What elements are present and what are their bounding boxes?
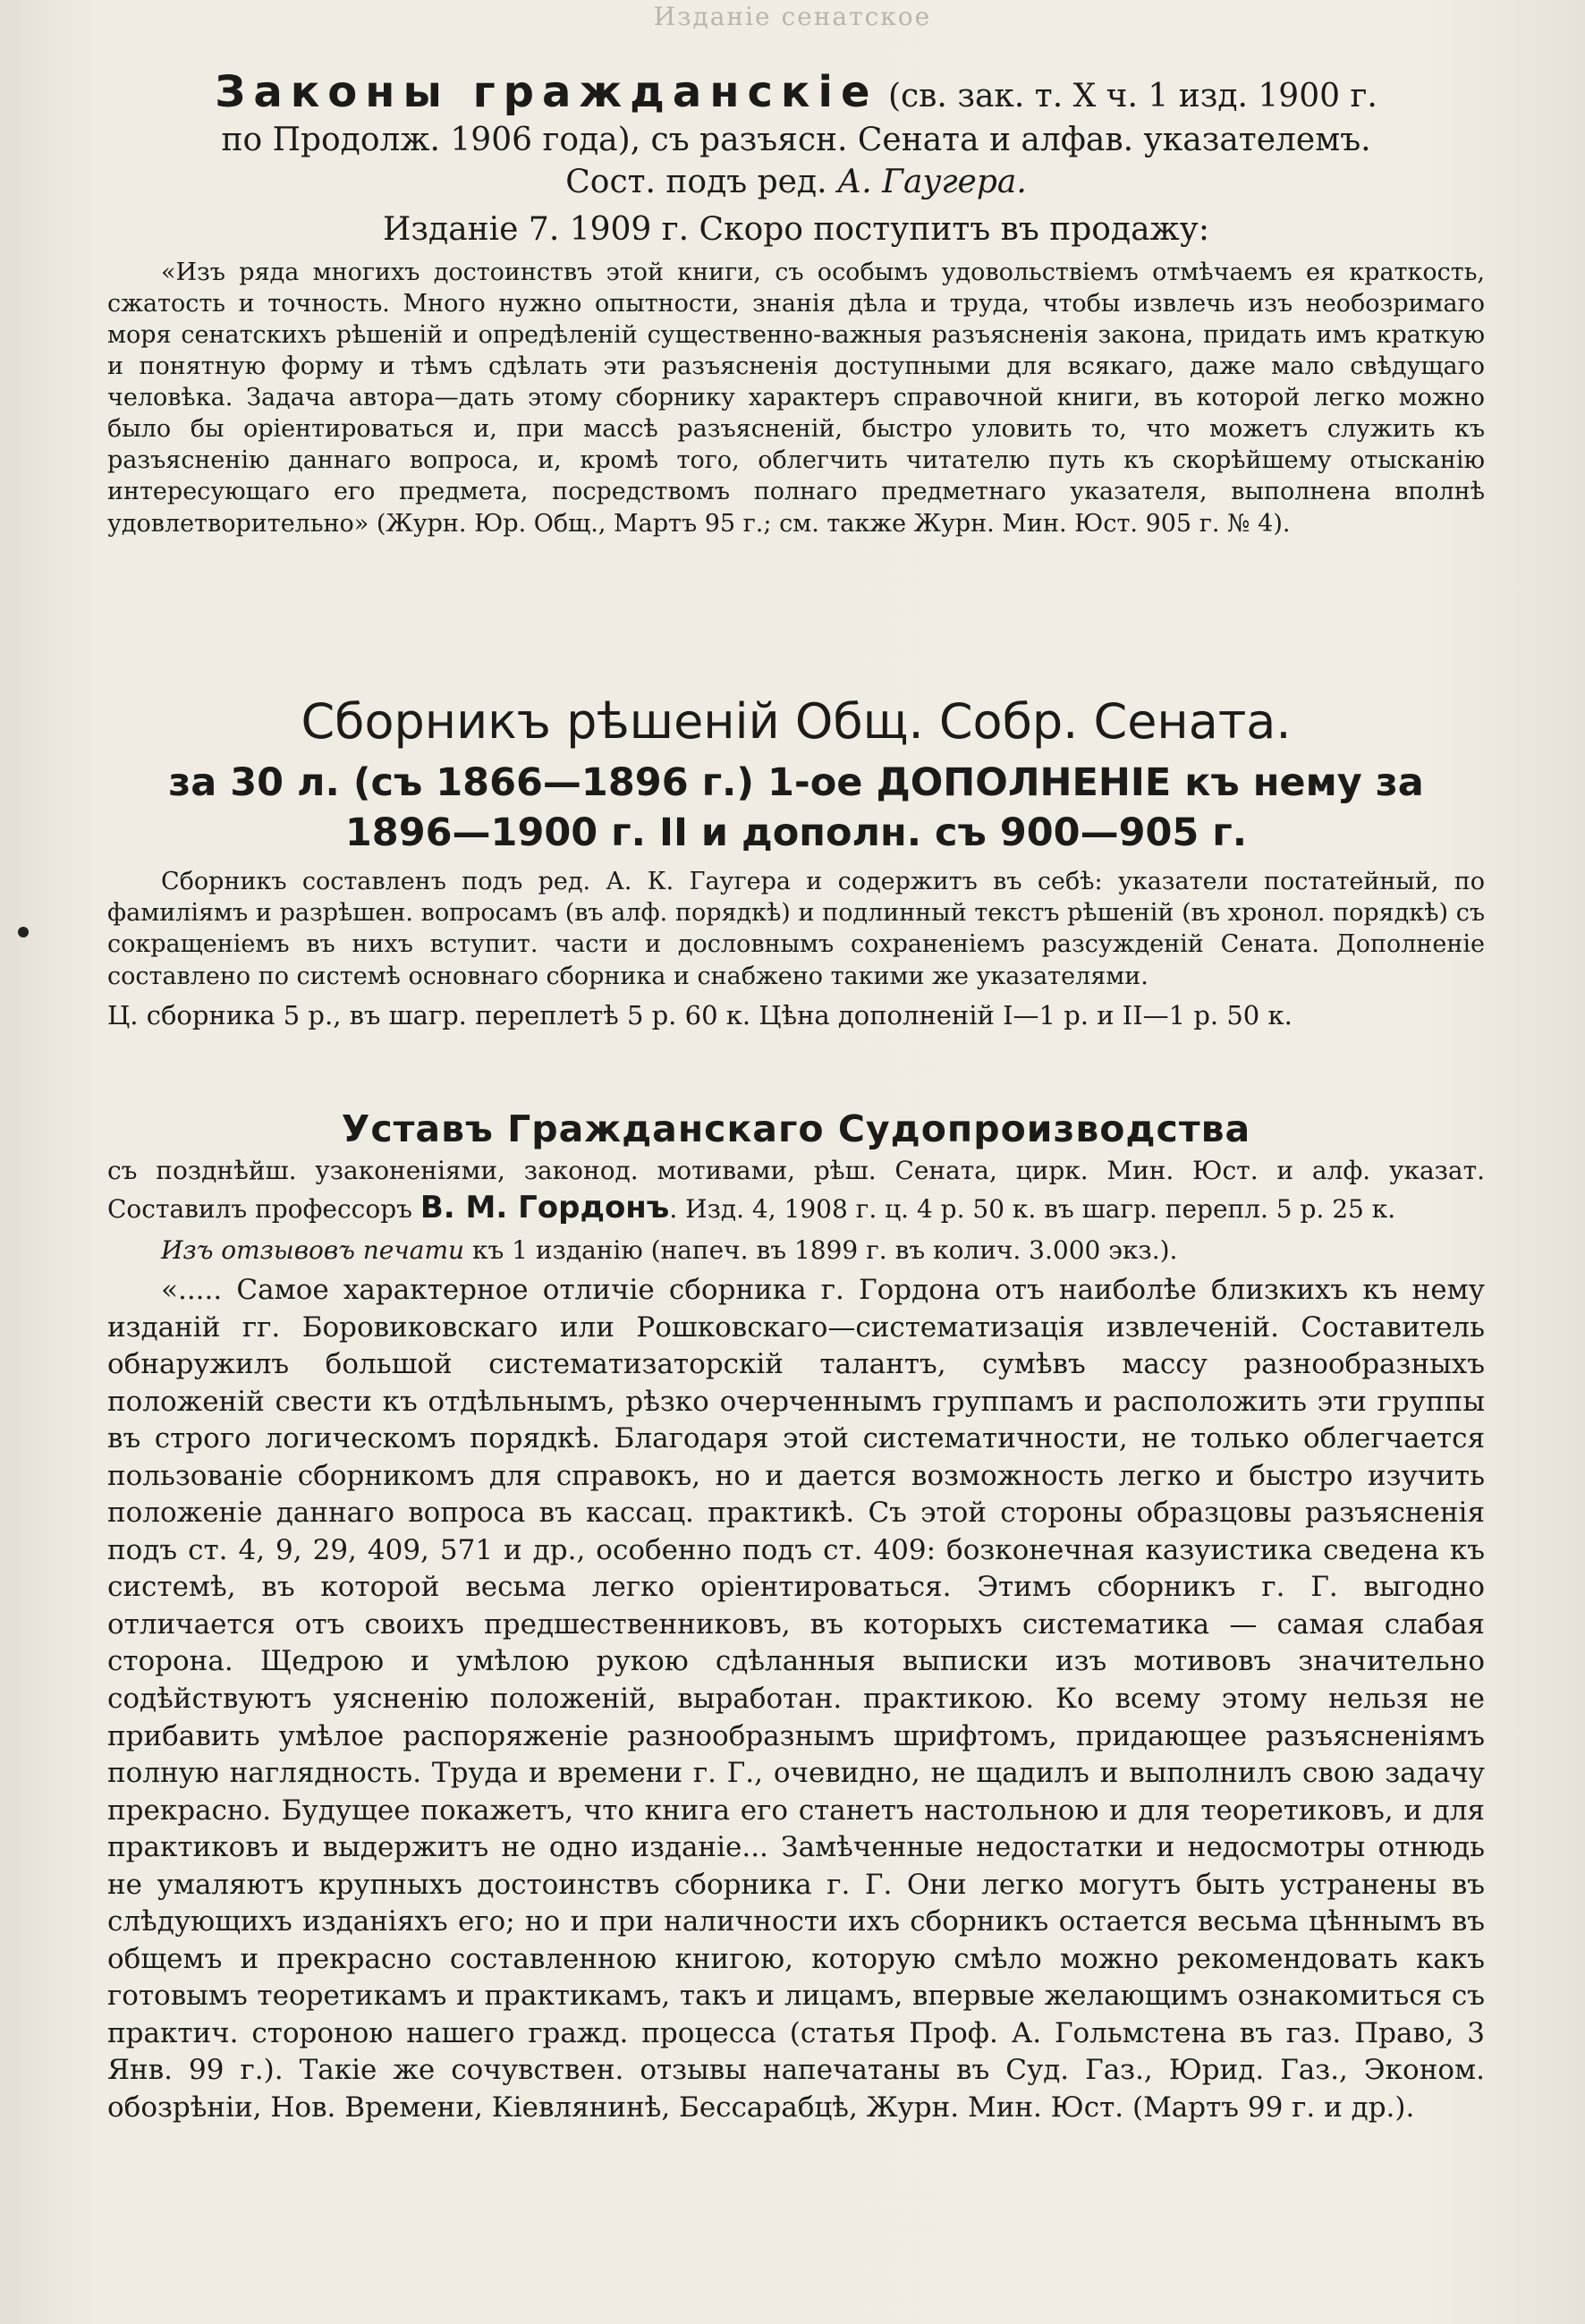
civil-procedure-desc-suffix: . Изд. 4, 1908 г. ц. 4 р. 50 к. въ шагр. перепл. 5 р. 25 к.	[669, 1193, 1396, 1224]
civil-laws-title-rest: (св. зак. т. X ч. 1 изд. 1900 г.	[877, 78, 1377, 115]
civil-procedure-review: «..... Самое характерное отличіе сборника г. Гордона отъ наиболѣе близкихъ къ нему изданій гг. Боровиковскаго или Рошковскаго—систематизація извлеченій. Составитель обнаружилъ большой систематизаторскій талантъ, сумѣвъ массу разнообразныхъ положеній свести къ отдѣльнымъ, рѣзко очерченнымъ группамъ и расположить эти группы въ строго логическомъ порядкѣ. Благодаря этой систематичности, не только облегчается пользованіе сборникомъ для справокъ, но и дается возможность легко и быстро изучить положеніе даннаго вопроса въ кассац. практикѣ. Съ этой стороны образцовы разъясненія подъ ст. 4, 9, 29, 409, 571 и др., особенно подъ ст. 409: бозконечная казуистика сведена къ системѣ, въ которой весьма легко оріентироваться. Этимъ сборникъ г. Г. выгодно отличается отъ своихъ предшественниковъ, въ которыхъ систематика — самая слабая сторона. Щедрою и умѣлою рукою сдѣланныя выписки изъ мотивовъ значительно содѣйствуютъ уясненію положеній, выработан. практикою. Ко всему этому нельзя не прибавить умѣлое распоряженіе разнообразнымъ шрифтомъ, придающее разъясненіямъ полную наглядность. Труда и времени г. Г., очевидно, не щадилъ и выполнилъ свою задачу прекрасно. Будущее покажетъ, что книга его станетъ настольною и для теоретиковъ, и для практиковъ и выдержитъ не одно изданіе... Замѣченные недостатки и недосмотры отнюдь не умаляютъ крупныхъ достоинствъ сборника г. Г. Они легко могутъ быть устранены въ слѣдующихъ изданіяхъ его; но и при наличности ихъ сборникъ остается весьма цѣннымъ въ общемъ и прекрасно составленною книгою, которую смѣло можно рекомендовать какъ готовымъ теоретикамъ и практикамъ, такъ и лицамъ, впервые желающимъ ознакомиться съ практич. стороною нашего гражд. процесса (статья Проф. А. Гольмстена въ газ. Право, 3 Янв. 99 г.). Такіе же сочувствен. отзывы напечатаны въ Суд. Газ., Юрид. Газ., Эконом. обозрѣніи, Нов. Времени, Кіевлянинѣ, Бессарабцѣ, Журн. Мин. Юст. (Мартъ 99 г. и др.).	[107, 1274, 1485, 2124]
civil-laws-line2: по Продолж. 1906 года), съ разъясн. Сената и алфав. указателемъ.	[221, 122, 1371, 159]
reviews-intro-rest: къ 1 изданію (напеч. въ 1899 г. въ колич. 3.000 экз.).	[464, 1234, 1178, 1265]
senate-collection-title: Сборникъ рѣшеній Общ. Собр. Сената.	[301, 693, 1292, 750]
civil-laws-title: Законы гражданскіе	[215, 67, 878, 117]
civil-laws-review: «Изъ ряда многихъ достоинствъ этой книги, съ особымъ удовольствіемъ отмѣчаемъ ея краткость, сжатость и точность. Много нужно опытности, знанія дѣла и труда, чтобы извлечь изъ необозримаго моря сенатскихъ рѣшеній и опредѣленій существенно-важныя разъясненія закона, придать имъ краткую и понятную форму и тѣмъ сдѣлать эти разъясненія доступными для всякаго, даже мало свѣдущаго человѣка. Задача автора—дать этому сборнику характеръ справочной книги, въ которой легко можно было бы оріентироваться и, при массѣ разъясненій, быстро уловить то, что можетъ служить къ разъясненію даннаго вопроса, и, кромѣ того, облегчить читателю путь къ скорѣйшему отысканію интересующаго его предмета, посредствомъ полнаго предметнаго указателя, выполнена вполнѣ удовлетворительно» (Журн. Юр. Общ., Мартъ 95 г.; см. также Журн. Мин. Юст. 905 г. № 4).	[107, 258, 1485, 538]
senate-collection-price: Ц. сборника 5 р., въ шагр. переплетѣ 5 р. 60 к. Цѣна дополненій I—1 р. и II—1 р. 50 к.	[107, 1000, 1293, 1031]
civil-procedure-title: Уставъ Гражданскаго Судопроизводства	[341, 1107, 1251, 1150]
civil-procedure-description	[107, 1155, 1485, 1227]
civil-procedure-author: В. М. Гордонъ	[420, 1189, 670, 1226]
section-civil-procedure	[107, 1107, 1485, 2126]
ink-spot	[18, 927, 29, 937]
senate-collection-subtitle-2: 1896—1900 г. II и дополн. съ 900—905 г.	[344, 810, 1248, 855]
civil-procedure-reviews-intro	[107, 1234, 1485, 1267]
section-senate-collection	[107, 693, 1485, 1033]
senate-collection-description: Сборникъ составленъ подъ ред. А. К. Гаугера и содержитъ въ себѣ: указатели постатейный, по фамиліямъ и разрѣшен. вопросамъ (въ алф. порядкѣ) и подлинный текстъ рѣшеній (въ хронол. порядкѣ) съ сокращеніемъ въ нихъ вступит. части и дословнымъ сохраненіемъ разсужденій Сената. Дополненіе составлено по системѣ основнаго сборника и снабжено такими же указателями.	[107, 867, 1485, 990]
civil-laws-editor-prefix: Сост. подъ ред.	[565, 164, 837, 201]
faded-header-watermark: Изданіе сенатское	[653, 2, 932, 31]
reviews-intro-italic: Изъ отзывовъ печати	[161, 1234, 465, 1265]
section-civil-laws	[107, 64, 1485, 539]
civil-laws-line3	[107, 162, 1485, 204]
civil-laws-editor: А. Гаугера.	[837, 164, 1027, 201]
civil-procedure-desc-prefix: съ позднѣйш. узаконеніями, законод. мотивами, рѣш. Сената, цирк. Мин. Юст. и алф. указат. Составилъ профессоръ	[107, 1156, 1485, 1224]
civil-laws-title-line	[107, 64, 1485, 120]
senate-collection-subtitle-1: за 30 л. (съ 1866—1896 г.) 1-ое ДОПОЛНЕНІЕ къ нему за	[168, 759, 1424, 805]
civil-laws-edition: Изданіе 7. 1909 г. Скоро поступитъ въ продажу:	[383, 210, 1209, 248]
